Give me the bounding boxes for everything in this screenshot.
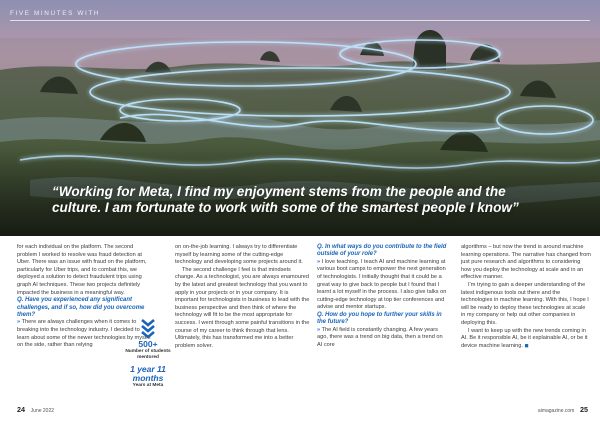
- answer-marker-icon: »: [317, 326, 321, 333]
- paragraph-text: I want to keep up with the new trends coming in AI. Be it responsible AI, be it explainable AI, or be it device machine learning.: [461, 327, 588, 349]
- answer-marker-icon: »: [17, 319, 21, 326]
- answer-text: The AI field is constantly changing. A few years ago, there was a trend on big data, then a trend on AI core: [317, 326, 443, 348]
- stats-sidebar: [123, 318, 173, 389]
- end-mark-icon: ◼: [524, 342, 529, 349]
- paragraph: [461, 328, 591, 351]
- interview-answer: [317, 259, 447, 312]
- article-column-2: [175, 244, 310, 350]
- pull-quote: “Working for Meta, I find my enjoyment stems from the people and the culture. I am fortunate to work with some of the smartest people I know”: [52, 184, 519, 215]
- section-label: FIVE MINUTES WITH: [10, 10, 101, 17]
- footer-right: [538, 405, 588, 414]
- interview-answer: [317, 327, 447, 350]
- years-at-meta-caption: Years at Meta: [132, 383, 164, 389]
- paragraph: on on-the-job learning. I always try to differentiate myself by learning some of the cutting-edge technology and developing some projects around it.: [175, 244, 303, 266]
- paragraph: algorithms – but now the trend is around machine learning operations. The narrative has changed from just pure research and algorithms to considering how you deploy the technology at scale and in an effective manner.: [461, 244, 591, 281]
- article-column-3: [317, 244, 447, 350]
- paragraph: The second challenge I feel is that mindsets change. As a technologist, you are always enamoured by the latest and greatest technology that you want to apply in your projects or in your company. It is important for technologists in business to lead with the business perspective and then think of where the technology will fit to be the most appropriate for success. I went through some painful transitions in the course of my career to think through that lens. Ultimately, this has transformed me into a better problem solver.: [175, 266, 310, 349]
- chevron-down-icon: [141, 318, 155, 338]
- page-number: 24: [17, 405, 25, 414]
- interview-question: Q. In what ways do you contribute to the field outside of your role?: [317, 244, 447, 258]
- section-divider: [10, 20, 590, 21]
- answer-text: There are always challenges when it comes to breaking into the technology industry. I decided to learn about some of the newer technologies by myself on the side, rather than relying: [17, 319, 151, 349]
- paragraph: for each individual on the platform. The second problem I worked to resolve was fraud detection at Uber. There was an issue with fraud on the platform, particularly for Uber trips, and to combat this, we deployed a solution to detect fraudulent trips using graph AI techniques. These two projects definitely impacted the business in a meaningful way.: [17, 244, 147, 296]
- issue-date: June 2022: [30, 408, 55, 414]
- page-number: 25: [580, 405, 588, 414]
- paragraph: I’m trying to gain a deeper understanding of the latest indigenous tools out there and the technologies in machine learning. With this, I hope I will be ready to deploy these technologies at scale in my company or help out other companies in deploying this.: [461, 281, 589, 326]
- students-mentored-value: 500+: [138, 339, 158, 349]
- years-at-meta-value: 1 year 11 months: [130, 364, 166, 384]
- answer-text: I love teaching. I teach AI and machine learning at various boot camps to empower the next generation of technologists. I initially thought that it could be a great way to give back to people but I found that I learnt a lot myself in the process. I also give talks on cutting-edge technology at top tier conferences and advise and mentor startups.: [317, 258, 447, 311]
- site-link[interactable]: aimagazine.com: [537, 408, 575, 414]
- students-mentored-caption: Number of students mentored: [125, 349, 171, 360]
- answer-marker-icon: »: [317, 258, 321, 265]
- article-column-4: [461, 244, 591, 350]
- interview-question: Q. How do you hope to further your skills in the future?: [317, 311, 442, 326]
- interview-question: Q. Have you experienced any significant challenges, and if so, how did you overcome them?: [17, 297, 145, 318]
- footer-left: [17, 405, 54, 414]
